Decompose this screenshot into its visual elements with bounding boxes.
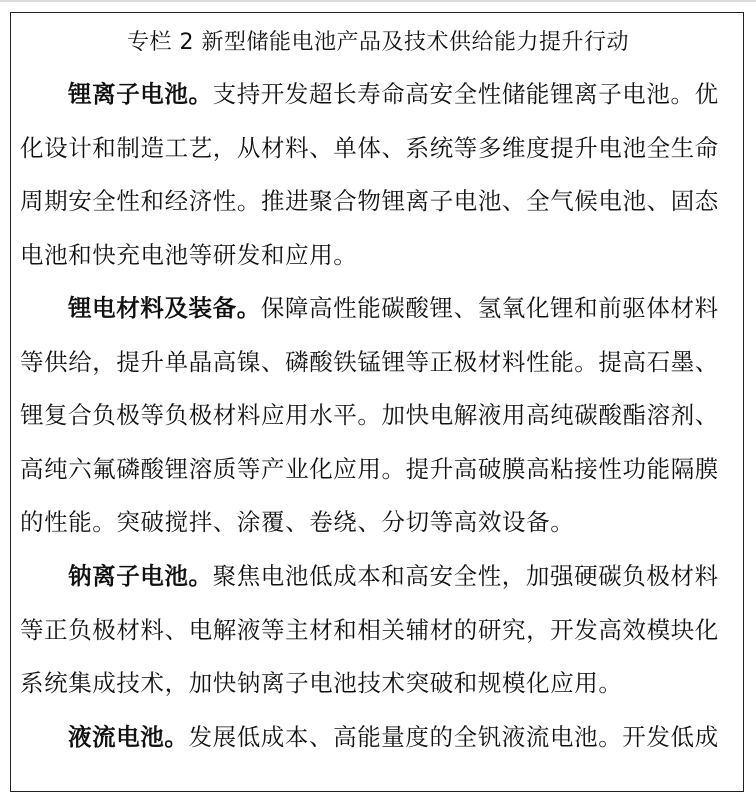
paragraph-lead: 锂电材料及装备。 xyxy=(68,294,261,322)
column-title: 专栏 2 新型储能电池产品及技术供给能力提升行动 xyxy=(127,30,629,55)
paragraph-line: 化设计和制造工艺，从材料、单体、系统等多维度提升电池全生命 xyxy=(20,133,719,162)
paragraph-text: 发展低成本、高能量度的全钒液流电池。开发低成 xyxy=(188,723,719,751)
paragraph-lead: 钠离子电池。 xyxy=(68,562,213,590)
paragraph-line: 的性能。突破搅拌、涂覆、卷绕、分切等高效设备。 xyxy=(20,508,575,537)
paragraph-lead: 锂离子电池。 xyxy=(68,80,213,108)
paragraph-line xyxy=(20,711,740,765)
paragraph-line xyxy=(20,68,740,122)
paragraph-text: 聚焦电池低成本和高安全性，加强硬碳负极材料 xyxy=(212,562,719,590)
paragraph-text: 保障高性能碳酸锂、氢氧化锂和前驱体材料 xyxy=(260,294,719,322)
paragraph-line: 电池和快充电池等研发和应用。 xyxy=(20,240,358,269)
paragraph-line: 等正负极材料、电解液等主材和相关辅材的研究，开发高效模块化 xyxy=(20,615,719,644)
paragraph-lead: 液流电池。 xyxy=(68,723,189,751)
paragraph-line: 等供给，提升单晶高镍、磷酸铁锰锂等正极材料性能。提高石墨、 xyxy=(20,347,719,376)
paragraph-line: 锂复合负极等负极材料应用水平。加快电解液用高纯碳酸酯溶剂、 xyxy=(20,401,719,430)
paragraph-text: 支持开发超长寿命高安全性储能锂离子电池。优 xyxy=(212,80,719,108)
paragraph-sodium-ion-battery xyxy=(20,550,740,711)
paragraph-line: 系统集成技术，加快钠离子电池技术突破和规模化应用。 xyxy=(20,669,623,698)
paragraph-lithium-ion-battery xyxy=(20,68,740,282)
paragraph-flow-battery xyxy=(20,711,740,765)
paragraph-line xyxy=(20,550,740,604)
paragraph-line: 高纯六氟磷酸锂溶质等产业化应用。提升高破膜高粘接性功能隔膜 xyxy=(20,454,719,483)
paragraph-line: 周期安全性和经济性。推进聚合物锂离子电池、全气候电池、固态 xyxy=(20,187,719,216)
top-rule xyxy=(0,0,756,2)
paragraph-lithium-materials-equipment xyxy=(20,282,740,550)
paragraph-line xyxy=(20,282,740,336)
